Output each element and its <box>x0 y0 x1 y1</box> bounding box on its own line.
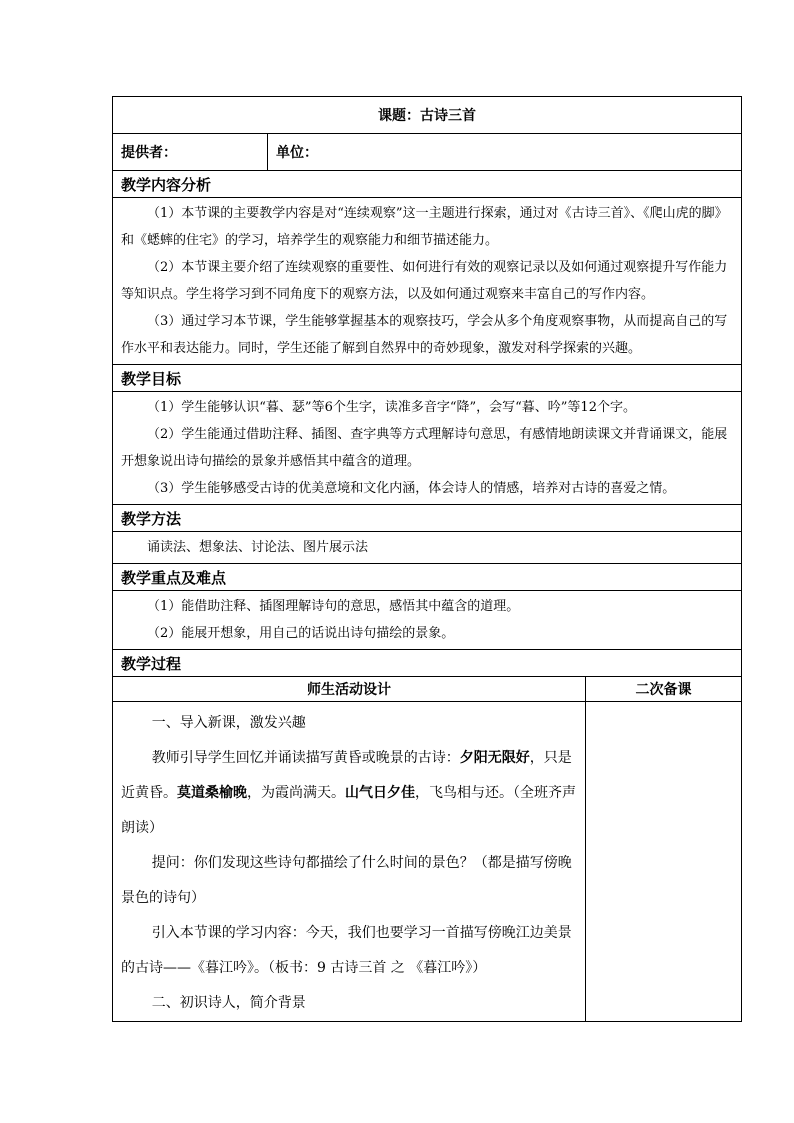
objectives-heading-row <box>113 365 742 392</box>
objectives-heading: 教学目标 <box>113 365 742 392</box>
key-points-row <box>113 591 742 650</box>
recall-poems-paragraph <box>121 741 577 846</box>
methods-body <box>113 532 742 564</box>
step-two-title: 二、初识诗人，简介背景 <box>151 995 306 1011</box>
objectives-row <box>113 392 742 505</box>
key-points-heading: 教学重点及难点 <box>113 564 742 591</box>
content-analysis-heading-row <box>113 171 742 198</box>
content-analysis-row <box>113 198 742 365</box>
process-heading: 教学过程 <box>113 650 742 677</box>
second-prep-body[interactable] <box>586 702 742 1022</box>
objective-paragraph: （3）学生能够感受古诗的优美意境和文化内涵，体会诗人的情感，培养对古诗的喜爱之情。 <box>147 481 676 496</box>
poem-line-bold: 山气日夕佳 <box>345 785 415 801</box>
key-points-heading-row <box>113 564 742 591</box>
poem-line-bold: 莫道桑榆晚 <box>177 785 247 801</box>
objective-paragraph: （1）学生能够认识“暮、瑟”等6个生字，读准多音字“降”，会写“暮、吟”等12个字。 <box>147 400 636 415</box>
second-prep-column-header: 二次备课 <box>586 677 742 702</box>
objective-paragraph: （2）学生能通过借助注释、插图、查字典等方式理解诗句意思，有感情地朗读课文并背诵课文，能展开想象说出诗句描绘的景象并感悟其中蕴含的道理。 <box>121 427 728 469</box>
content-analysis-paragraph: （2）本节课主要介绍了连续观察的重要性、如何进行有效的观察记录以及如何通过观察提升写作能力等知识点。学生将学习到不同角度下的观察方法，以及如何通过观察来丰富自己的写作内容。 <box>121 260 728 302</box>
content-analysis-paragraph: （1）本节课的主要教学内容是对“连续观察”这一主题进行探索，通过对《古诗三首》、《爬山虎的脚》和《蟋蟀的住宅》的学习，培养学生的观察能力和细节描述能力。 <box>121 206 728 248</box>
lesson-plan-table <box>112 96 742 1022</box>
introduction-paragraph: 引入本节课的学习内容：今天，我们也要学习一首描写傍晚江边美景的古诗——《暮江吟》。（板书：9 古诗三首 之 《暮江吟》） <box>121 925 572 976</box>
activity-design-column-header: 师生活动设计 <box>113 677 586 702</box>
step-one-title: 一、导入新课，激发兴趣 <box>151 715 306 731</box>
content-analysis-paragraph: （3）通过学习本节课，学生能够掌握基本的观察技巧，学会从多个角度观察事物，从而提高自己的写作水平和表达能力。同时，学生还能了解到自然界中的奇妙现象，激发对科学探索的兴趣。 <box>121 314 728 356</box>
content-analysis-body <box>113 198 742 365</box>
provider-label: 提供者： <box>113 134 268 171</box>
question-paragraph: 提问：你们发现这些诗句都描绘了什么时间的景色？（都是描写傍晚景色的诗句） <box>121 855 572 906</box>
objectives-body <box>113 392 742 505</box>
provider-row <box>113 134 742 171</box>
methods-heading: 教学方法 <box>113 505 742 532</box>
key-point-paragraph: （1）能借助注释、插图理解诗句的意思，感悟其中蕴含的道理。 <box>147 599 520 614</box>
methods-row <box>113 532 742 564</box>
poem-line-rest: ，只是近黄昏。 <box>121 750 572 801</box>
poem-line-rest: ，飞鸟相与还。（全班齐声朗读） <box>121 785 576 836</box>
poem-line-rest: ，为霞尚满天。 <box>247 785 345 801</box>
title-row <box>113 97 742 134</box>
poem-line-bold: 夕阳无限好 <box>459 750 530 766</box>
process-columns-row <box>113 677 742 702</box>
methods-text: 诵读法、想象法、讨论法、图片展示法 <box>147 540 369 555</box>
key-points-body <box>113 591 742 650</box>
process-heading-row <box>113 650 742 677</box>
key-point-paragraph: （2）能展开想象，用自己的话说出诗句描绘的景象。 <box>147 626 455 641</box>
unit-label: 单位： <box>268 134 742 171</box>
methods-heading-row <box>113 505 742 532</box>
process-body-row <box>113 702 742 1022</box>
recall-lead: 教师引导学生回忆并诵读描写黄昏或晚景的古诗： <box>151 750 460 766</box>
content-analysis-heading: 教学内容分析 <box>113 171 742 198</box>
lesson-title: 课题：古诗三首 <box>113 97 742 134</box>
activity-design-body <box>113 702 586 1022</box>
